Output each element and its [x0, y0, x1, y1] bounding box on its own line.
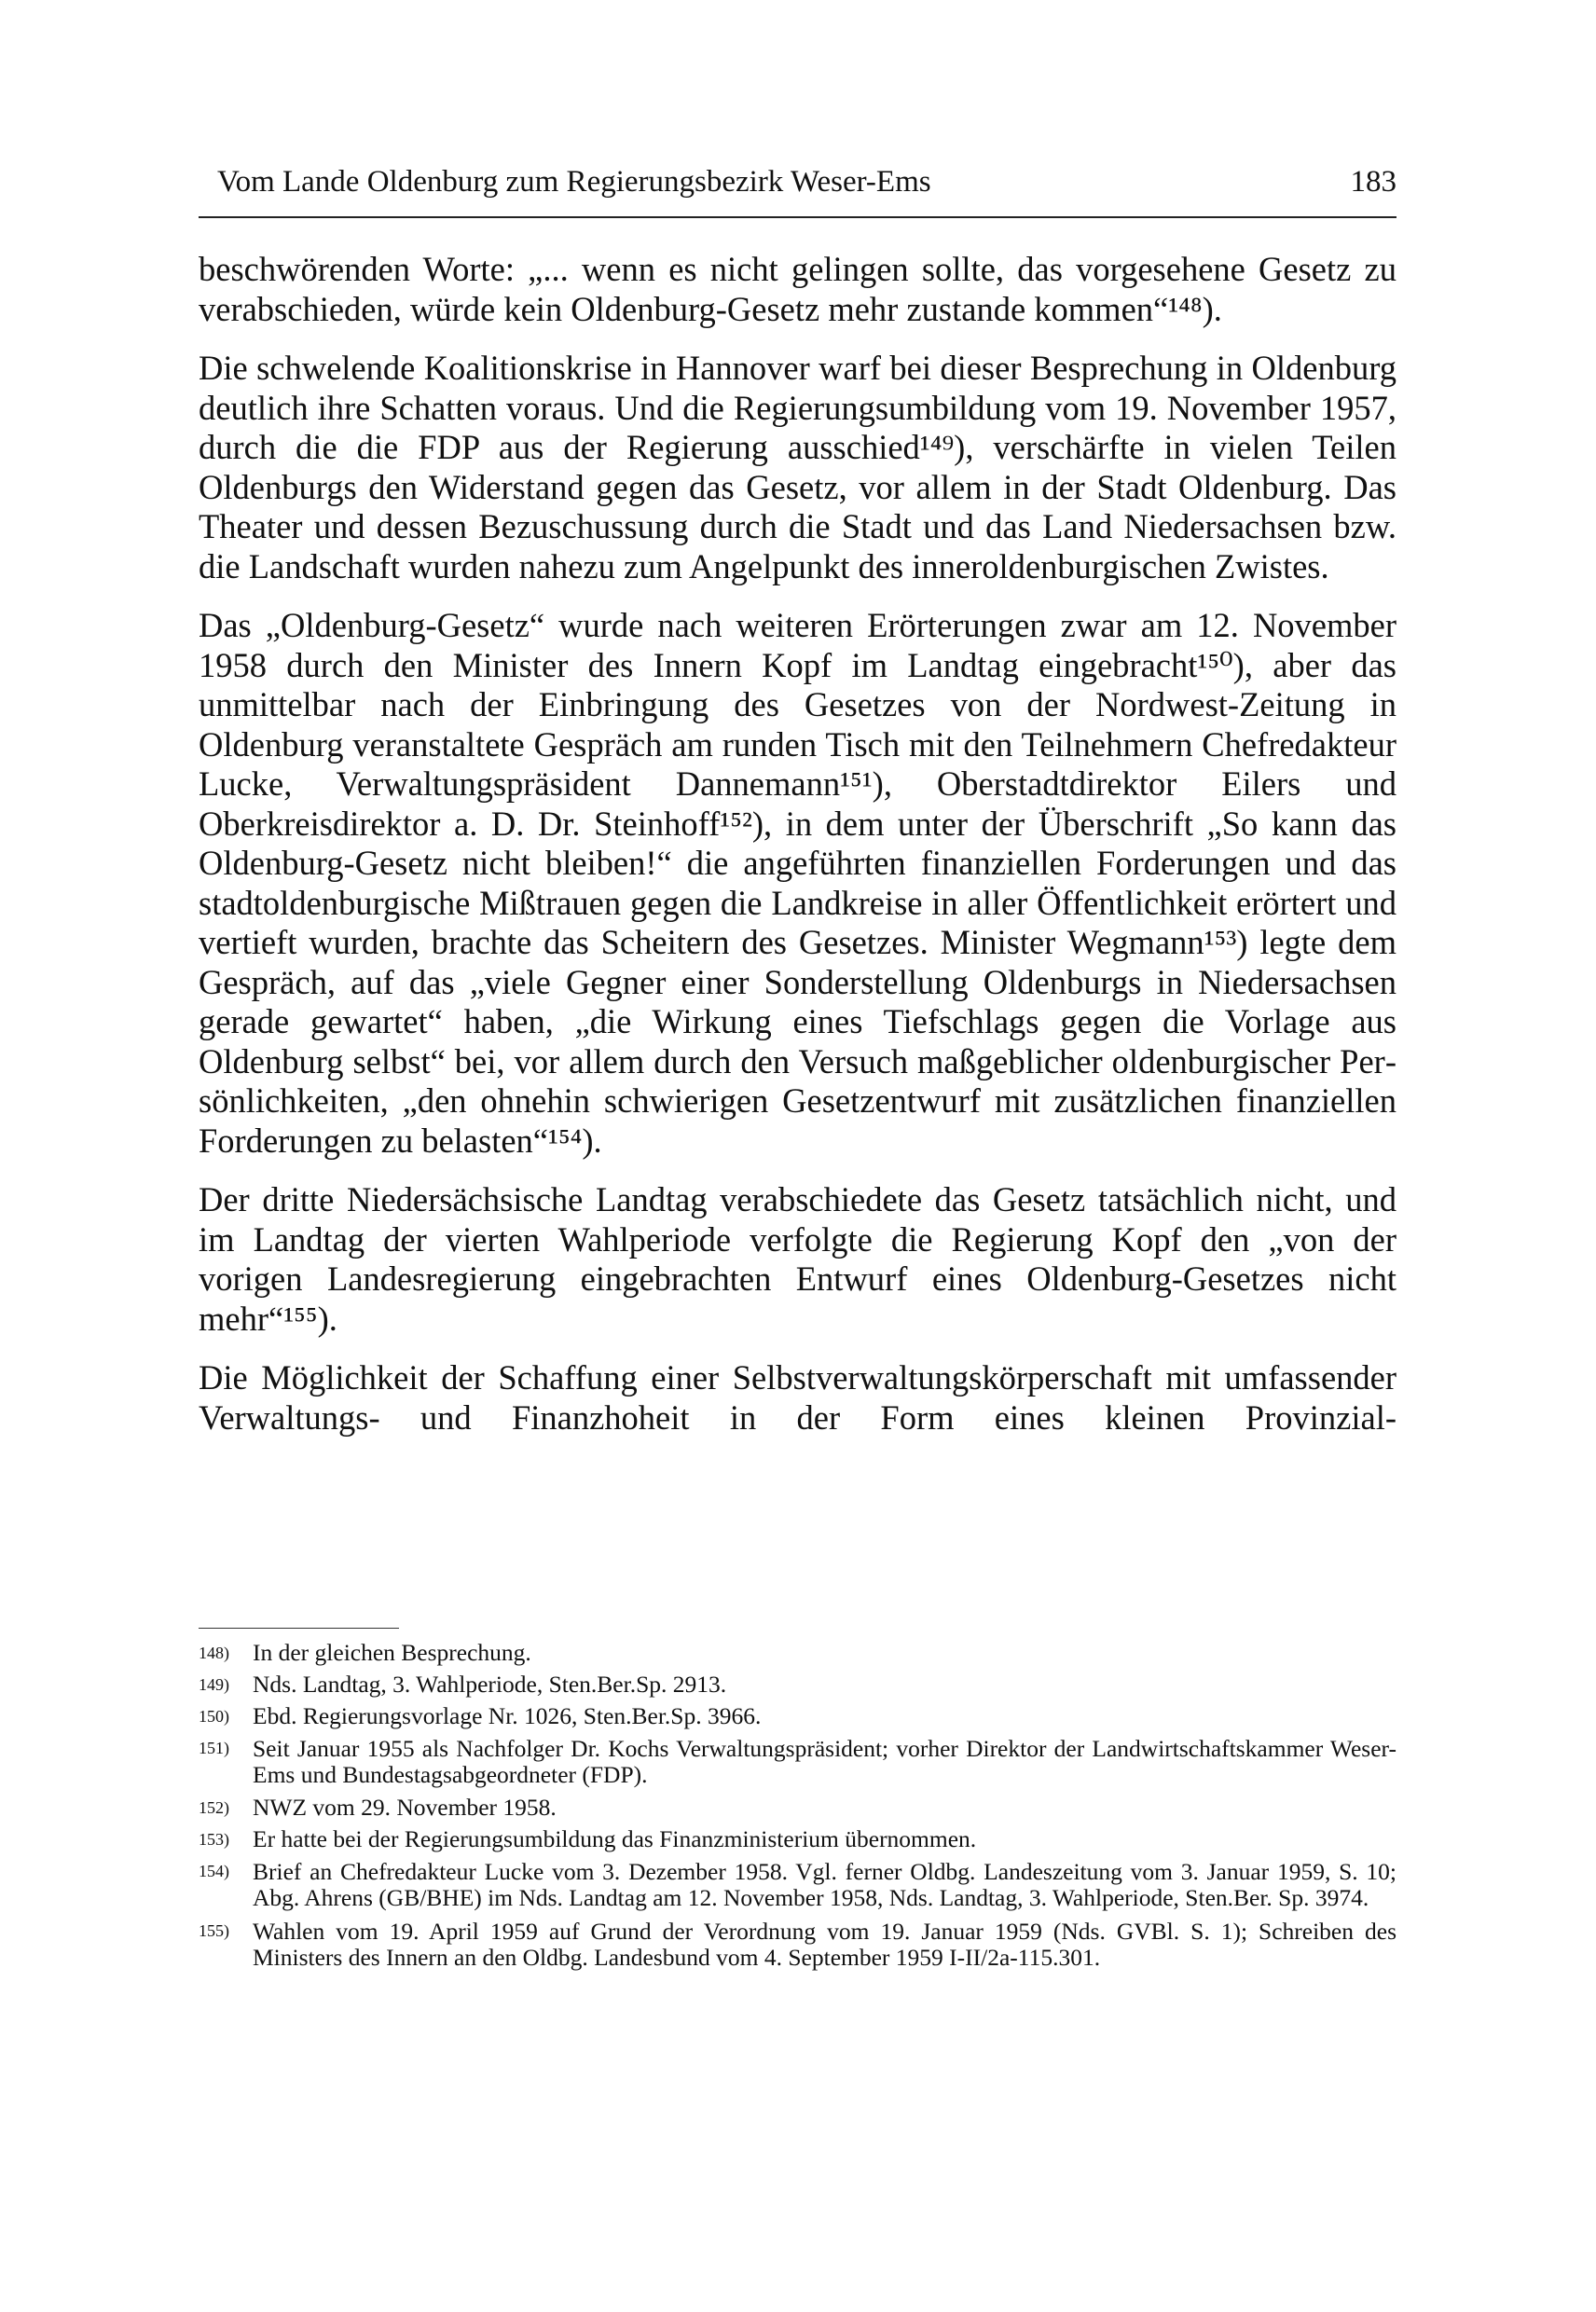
footnote-150 [199, 1704, 1396, 1728]
footnotes [199, 1641, 1396, 1978]
paragraph-5: Die Möglichkeit der Schaffung einer Selbstverwaltungskörperschaft mit umfassender Verwaltungs- und Finanzhoheit in der Form eines kleinen Provinzial- [199, 1358, 1396, 1437]
running-head [199, 163, 1396, 200]
footnote-marker: 154) [199, 1862, 229, 1880]
footnote-text: Seit Januar 1955 als Nachfolger Dr. Kochs Verwaltungspräsident; vorher Direktor der Landwirtschaftskammer Weser-Ems und Bundestagsabgeordneter (FDP). [253, 1735, 1396, 1788]
header-rule [199, 216, 1396, 218]
footnote-155 [199, 1919, 1396, 1971]
footnote-rule [199, 1628, 399, 1629]
footnote-marker: 153) [199, 1830, 229, 1849]
footnote-text: Wahlen vom 19. April 1959 auf Grund der Verordnung vom 19. Januar 1959 (Nds. GVBl. S. 1); Schreiben des Ministers des Innern an den Oldbg. Landesbund vom 4. September 1959 I-II/2a-115.301. [253, 1918, 1396, 1971]
footnote-154 [199, 1859, 1396, 1911]
footnote-text: NWZ vom 29. November 1958. [253, 1794, 557, 1821]
footnote-marker: 149) [199, 1675, 229, 1694]
running-title: Vom Lande Oldenburg zum Regierungsbezirk Weser-Ems [217, 165, 931, 199]
footnote-153 [199, 1827, 1396, 1851]
footnote-marker: 148) [199, 1644, 229, 1662]
footnote-marker: 155) [199, 1921, 229, 1940]
footnote-152 [199, 1796, 1396, 1820]
footnote-text: Nds. Landtag, 3. Wahlperiode, Sten.Ber.Sp. 2913. [253, 1671, 727, 1698]
paragraph-1: beschwörenden Worte: „... wenn es nicht gelingen sollte, das vorgesehene Gesetz zu verabschieden, würde kein Oldenburg-Gesetz mehr zustande kommen“¹⁴⁸). [199, 250, 1396, 328]
footnote-marker: 151) [199, 1739, 229, 1757]
footnote-text: In der gleichen Besprechung. [253, 1639, 531, 1666]
footnote-marker: 150) [199, 1707, 229, 1726]
paragraph-3: Das „Oldenburg-Gesetz“ wurde nach weiteren Erörterungen zwar am 12. November 1958 durch den Minister des Innern Kopf im Landtag eingebracht¹⁵⁰), aber das unmittelbar nach der Einbringung des Gesetzes von der Nordwest-Zeitung in Oldenburg veranstaltete Gespräch am runden Tisch mit den Teilnehmern Chefredakteur Lucke, Verwaltungspräsident Dannemann¹⁵¹), Oberstadtdirektor Eilers und Oberkreisdirektor a. D. Dr. Steinhoff¹⁵²), in dem unter der Überschrift „So kann das Oldenburg-Gesetz nicht bleiben!“ die angeführten finanziellen Forderungen und das stadtoldenburgische Mißtrauen gegen die Landkreise in aller Öffentlichkeit erörtert und vertieft wurden, brachte das Scheitern des Gesetzes. Minister Wegmann¹⁵³) legte dem Gespräch, auf das „viele Gegner einer Sonderstellung Oldenburgs in Niedersachsen gerade gewartet“ haben, „die Wirkung eines Tiefschlags gegen die Vorlage aus Oldenburg selbst“ bei, vor allem durch den Versuch maßgeblicher oldenburgischer Persönlichkeiten, „den ohnehin schwierigen Gesetzentwurf mit zusätzlichen finanziellen Forderungen zu belasten“¹⁵⁴). [199, 606, 1396, 1160]
footnote-148 [199, 1641, 1396, 1665]
body-text [199, 250, 1396, 1457]
paragraph-4: Der dritte Niedersächsische Landtag verabschiedete das Gesetz tatsächlich nicht, und im Landtag der vierten Wahlperiode verfolgte die Regierung Kopf den „von der vorigen Landesregierung eingebrachten Entwurf eines Oldenburg-Gesetzes nicht mehr“¹⁵⁵). [199, 1180, 1396, 1338]
footnote-text: Ebd. Regierungsvorlage Nr. 1026, Sten.Ber.Sp. 3966. [253, 1702, 762, 1729]
footnote-149 [199, 1672, 1396, 1697]
footnote-text: Er hatte bei der Regierungsumbildung das Finanzministerium übernommen. [253, 1825, 977, 1852]
footnote-151 [199, 1736, 1396, 1788]
footnote-marker: 152) [199, 1798, 229, 1817]
paragraph-2: Die schwelende Koalitionskrise in Hannover warf bei dieser Besprechung in Oldenburg deutlich ihre Schatten voraus. Und die Regierungsumbildung vom 19. November 1957, durch die die FDP aus der Regierung ausschied¹⁴⁹), verschärfte in vielen Teilen Oldenburgs den Widerstand gegen das Gesetz, vor allem in der Stadt Oldenburg. Das Theater und dessen Bezuschussung durch die Stadt und das Land Niedersachsen bzw. die Landschaft wurden nahezu zum Angelpunkt des inneroldenburgischen Zwistes. [199, 349, 1396, 585]
page-number: 183 [1350, 165, 1396, 199]
footnote-text: Brief an Chefredakteur Lucke vom 3. Dezember 1958. Vgl. ferner Oldbg. Landeszeitung vom 3. Januar 1959, S. 10; Abg. Ahrens (GB/BHE) im Nds. Landtag am 12. November 1958, Nds. Landtag, 3. Wahlperiode, Sten.Ber. Sp. 3974. [253, 1858, 1396, 1911]
